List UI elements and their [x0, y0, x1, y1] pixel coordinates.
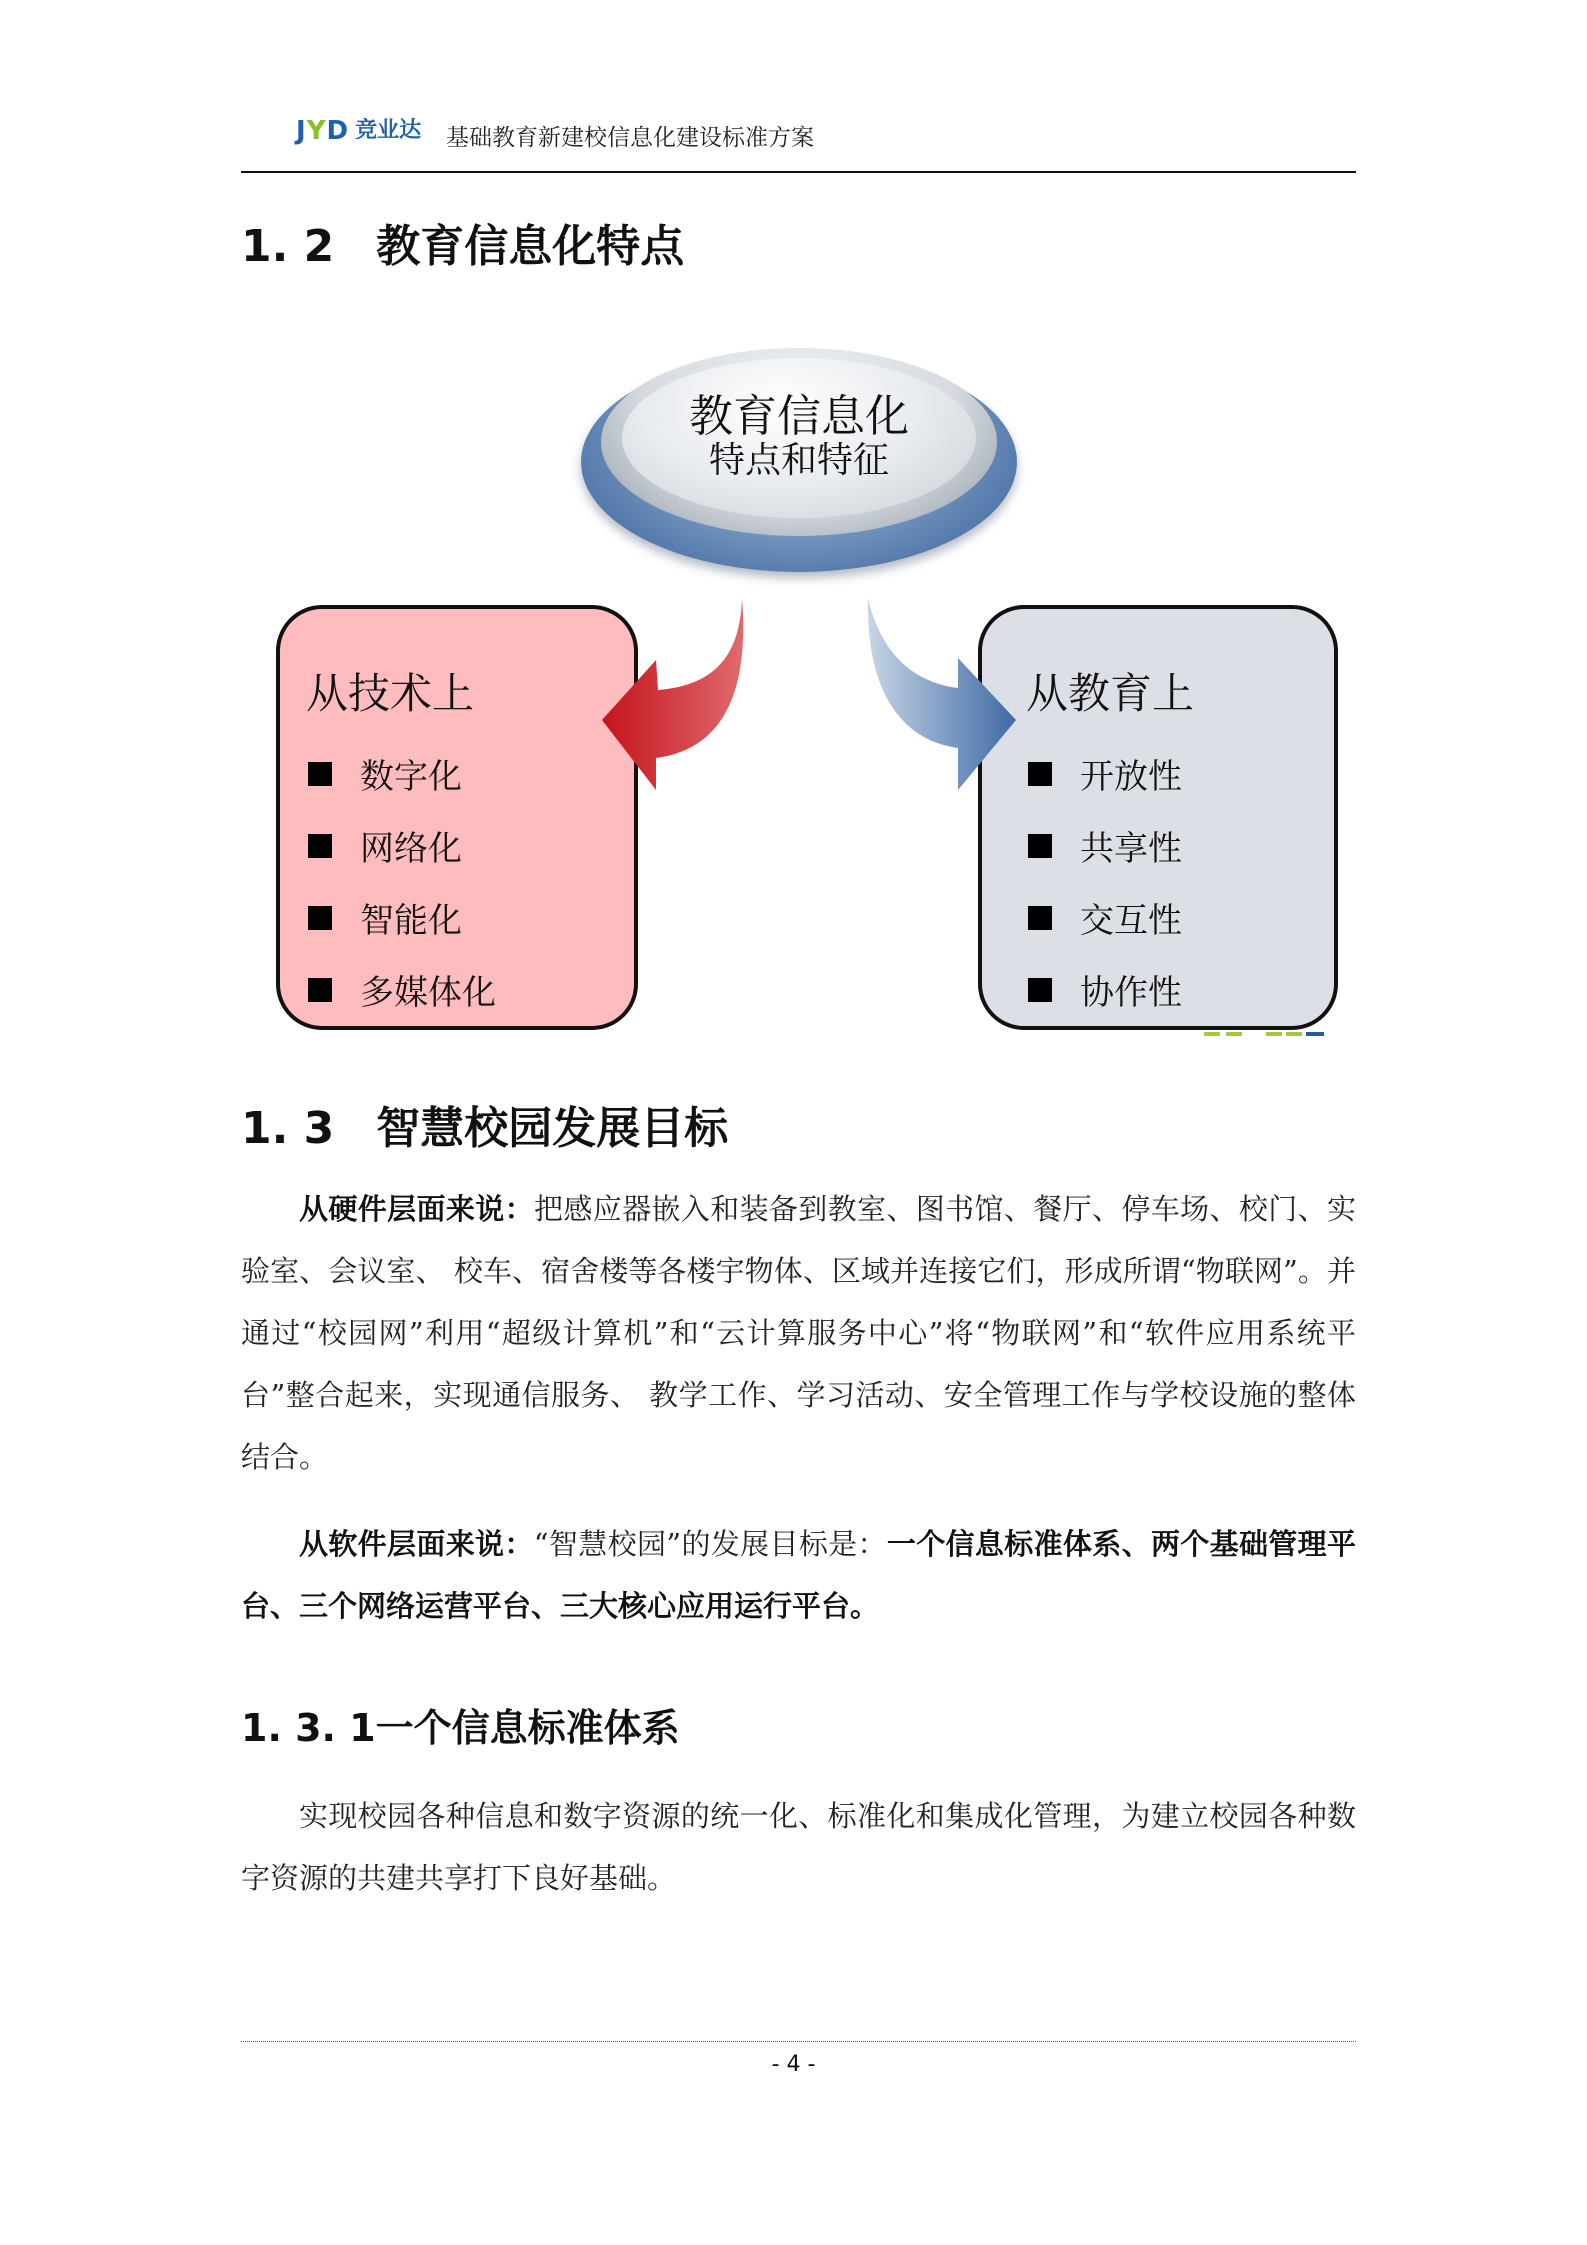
item-label: 智能化: [360, 901, 462, 941]
decorative-bar: [1306, 1032, 1324, 1036]
item-label: 开放性: [1080, 757, 1182, 797]
education-item: [1028, 965, 1182, 1014]
paragraph-text: “智慧校园”的发展目标是：: [533, 1527, 887, 1561]
education-box-title: 从教育上: [1026, 669, 1195, 718]
item-label: 数字化: [360, 757, 462, 797]
technology-item: [308, 965, 496, 1014]
decorative-bar: [1286, 1032, 1302, 1036]
paragraph-lead: 从软件层面来说：: [299, 1527, 534, 1561]
item-label: 共享性: [1080, 829, 1182, 869]
paragraph-emphasis: 一个信息标准体系、两个基础管理平台、三个网络运营平台、三大核心应用运行平台。: [241, 1527, 1356, 1623]
blue-curved-arrow-icon: [860, 590, 1020, 790]
decorative-bar: [1204, 1032, 1220, 1036]
technology-item: [308, 749, 462, 798]
square-bullet-icon: [308, 978, 332, 1002]
square-bullet-icon: [308, 906, 332, 930]
square-bullet-icon: [1028, 834, 1052, 858]
logo-company-name: 竞业达: [355, 118, 422, 143]
square-bullet-icon: [1028, 978, 1052, 1002]
square-bullet-icon: [308, 762, 332, 786]
section-number: 1. 3. 1: [241, 1706, 376, 1750]
red-curved-arrow-icon: [600, 590, 750, 790]
section-heading-1-3-1: [241, 1697, 680, 1752]
section-title: 一个信息标准体系: [375, 1706, 680, 1750]
item-label: 交互性: [1080, 901, 1182, 941]
center-disc-subtitle: 特点和特征: [708, 440, 889, 481]
decorative-bar: [1226, 1032, 1242, 1036]
item-label: 多媒体化: [360, 973, 496, 1013]
center-disc-title: 教育信息化: [689, 391, 909, 442]
education-item: [1028, 749, 1182, 798]
hardware-paragraph: [241, 1178, 1356, 1488]
square-bullet-icon: [1028, 762, 1052, 786]
page-number: - 4 -: [771, 2052, 816, 2077]
paragraph-text: 把感应器嵌入和装备到教室、图书馆、餐厅、停车场、校门、实验室、会议室、 校车、宿舍楼等各楼宇物体、区域并连接它们，形成所谓“物联网”。并通过“校园网”利用“超级计算机”和“云计算服务中心”将“物联网”和“软件应用系统平台”整合起来，实现通信服务、 教学工作、学习活动、安全管理工作与学校设施的整体结合。: [241, 1192, 1356, 1474]
logo-letter-d: D: [326, 116, 350, 146]
technology-box-title: 从技术上: [306, 669, 475, 718]
section-title: 智慧校园发展目标: [376, 1103, 729, 1154]
square-bullet-icon: [308, 834, 332, 858]
item-label: 协作性: [1080, 973, 1182, 1013]
education-box: [978, 605, 1338, 1030]
technology-box: [276, 605, 638, 1030]
education-item: [1028, 821, 1182, 870]
document-title: 基础教育新建校信息化建设标准方案: [446, 125, 814, 151]
logo-letters: [296, 116, 349, 146]
decorative-bar: [1266, 1032, 1282, 1036]
section-heading-1-2: [241, 210, 684, 274]
education-item: [1028, 893, 1182, 942]
technology-item: [308, 821, 462, 870]
logo-letter-j: J: [296, 116, 307, 146]
section-heading-1-3: [241, 1092, 728, 1156]
software-paragraph: [241, 1513, 1356, 1637]
square-bullet-icon: [1028, 906, 1052, 930]
technology-item: [308, 893, 462, 942]
header-divider: [241, 171, 1356, 173]
footer-divider: [241, 2041, 1356, 2042]
item-label: 网络化: [360, 829, 462, 869]
section-title: 教育信息化特点: [376, 221, 685, 272]
company-logo: [296, 116, 421, 146]
paragraph-lead: 从硬件层面来说：: [299, 1192, 534, 1226]
logo-letter-y: Y: [306, 116, 327, 146]
education-informatization-diagram: [270, 320, 1350, 1040]
section-number: 1. 3: [241, 1103, 335, 1154]
standard-system-paragraph: 实现校园各种信息和数字资源的统一化、标准化和集成化管理，为建立校园各种数字资源的共建共享打下良好基础。: [241, 1799, 1356, 1895]
section-number: 1. 2: [241, 221, 335, 272]
